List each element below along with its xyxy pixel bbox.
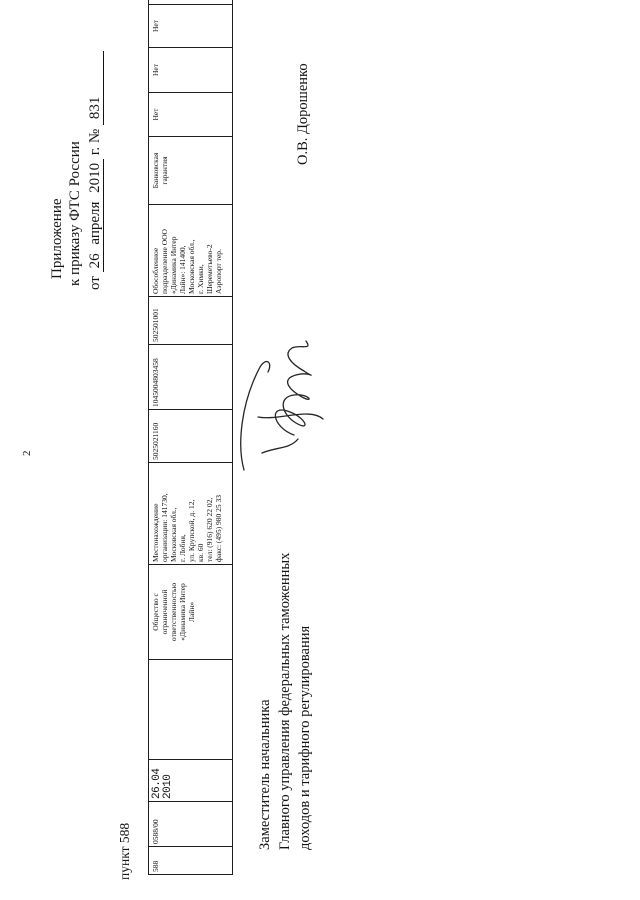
handwritten-signature (232, 335, 327, 475)
clause-label: пункт 588 (117, 822, 132, 880)
table-row (149, 0, 233, 875)
signatory-name: О.В. Дорошенко (295, 63, 311, 165)
cell-branch-address: Обособленное подразделение ООО «Динамика Интер Лайн»: 141400, Московская обл., г. Химки, Шереметьево-2 Аэропорт тер. (149, 205, 233, 297)
cell-organization-address: Местонахождение организации: 141730, Московская обл., г. Лобня, ул. Крупской, д. 12, кв. 60 тел: (916) 620 22 02, факс: (495) 980 25 33 (149, 463, 233, 565)
cell-flag-1: Нет (149, 93, 233, 137)
signature-stroke (241, 362, 270, 470)
cell-date: 26.04 2010 (149, 760, 233, 802)
cell-organization-name: Общество с ограниченной ответственностью «Динамика Интер Лайн» (149, 565, 233, 660)
appendix-order-number: 831 (87, 51, 104, 126)
cell-flag-4 (149, 0, 233, 5)
appendix-number-sign: № (87, 128, 103, 144)
appendix-date-prefix: от (87, 276, 103, 290)
cell-empty (149, 660, 233, 760)
appendix-date-line (86, 51, 104, 290)
appendix-date: 26 апреля 2010 (87, 159, 104, 273)
register-table (148, 0, 233, 875)
cell-entry-number: 588 (149, 847, 233, 875)
signatory-position-line-3: доходов и тарифного регулирования (297, 625, 313, 850)
signature-stroke (258, 414, 323, 419)
signature-stroke (275, 341, 311, 435)
appendix-year-suffix: г. (87, 146, 103, 156)
cell-flag-2: Нет (149, 48, 233, 93)
signatory-position (255, 553, 315, 850)
cell-registration-number: 0588/00 (149, 802, 233, 847)
cell-inn: 5025021160 (149, 410, 233, 463)
appendix-title: Приложение (49, 198, 65, 279)
appendix-order-line: к приказу ФТС России (67, 141, 83, 286)
signature-stroke (262, 439, 298, 453)
page-number: 2 (21, 450, 33, 456)
cell-kpp: 502501001 (149, 297, 233, 345)
cell-guarantee-type: Банковская гарантия (149, 137, 233, 205)
cell-ogrn: 1045004803458 (149, 345, 233, 410)
signatory-position-line-1: Заместитель начальника (257, 699, 273, 850)
cell-flag-3: Нет (149, 5, 233, 48)
signatory-position-line-2: Главного управления федеральных таможенных (277, 552, 293, 850)
